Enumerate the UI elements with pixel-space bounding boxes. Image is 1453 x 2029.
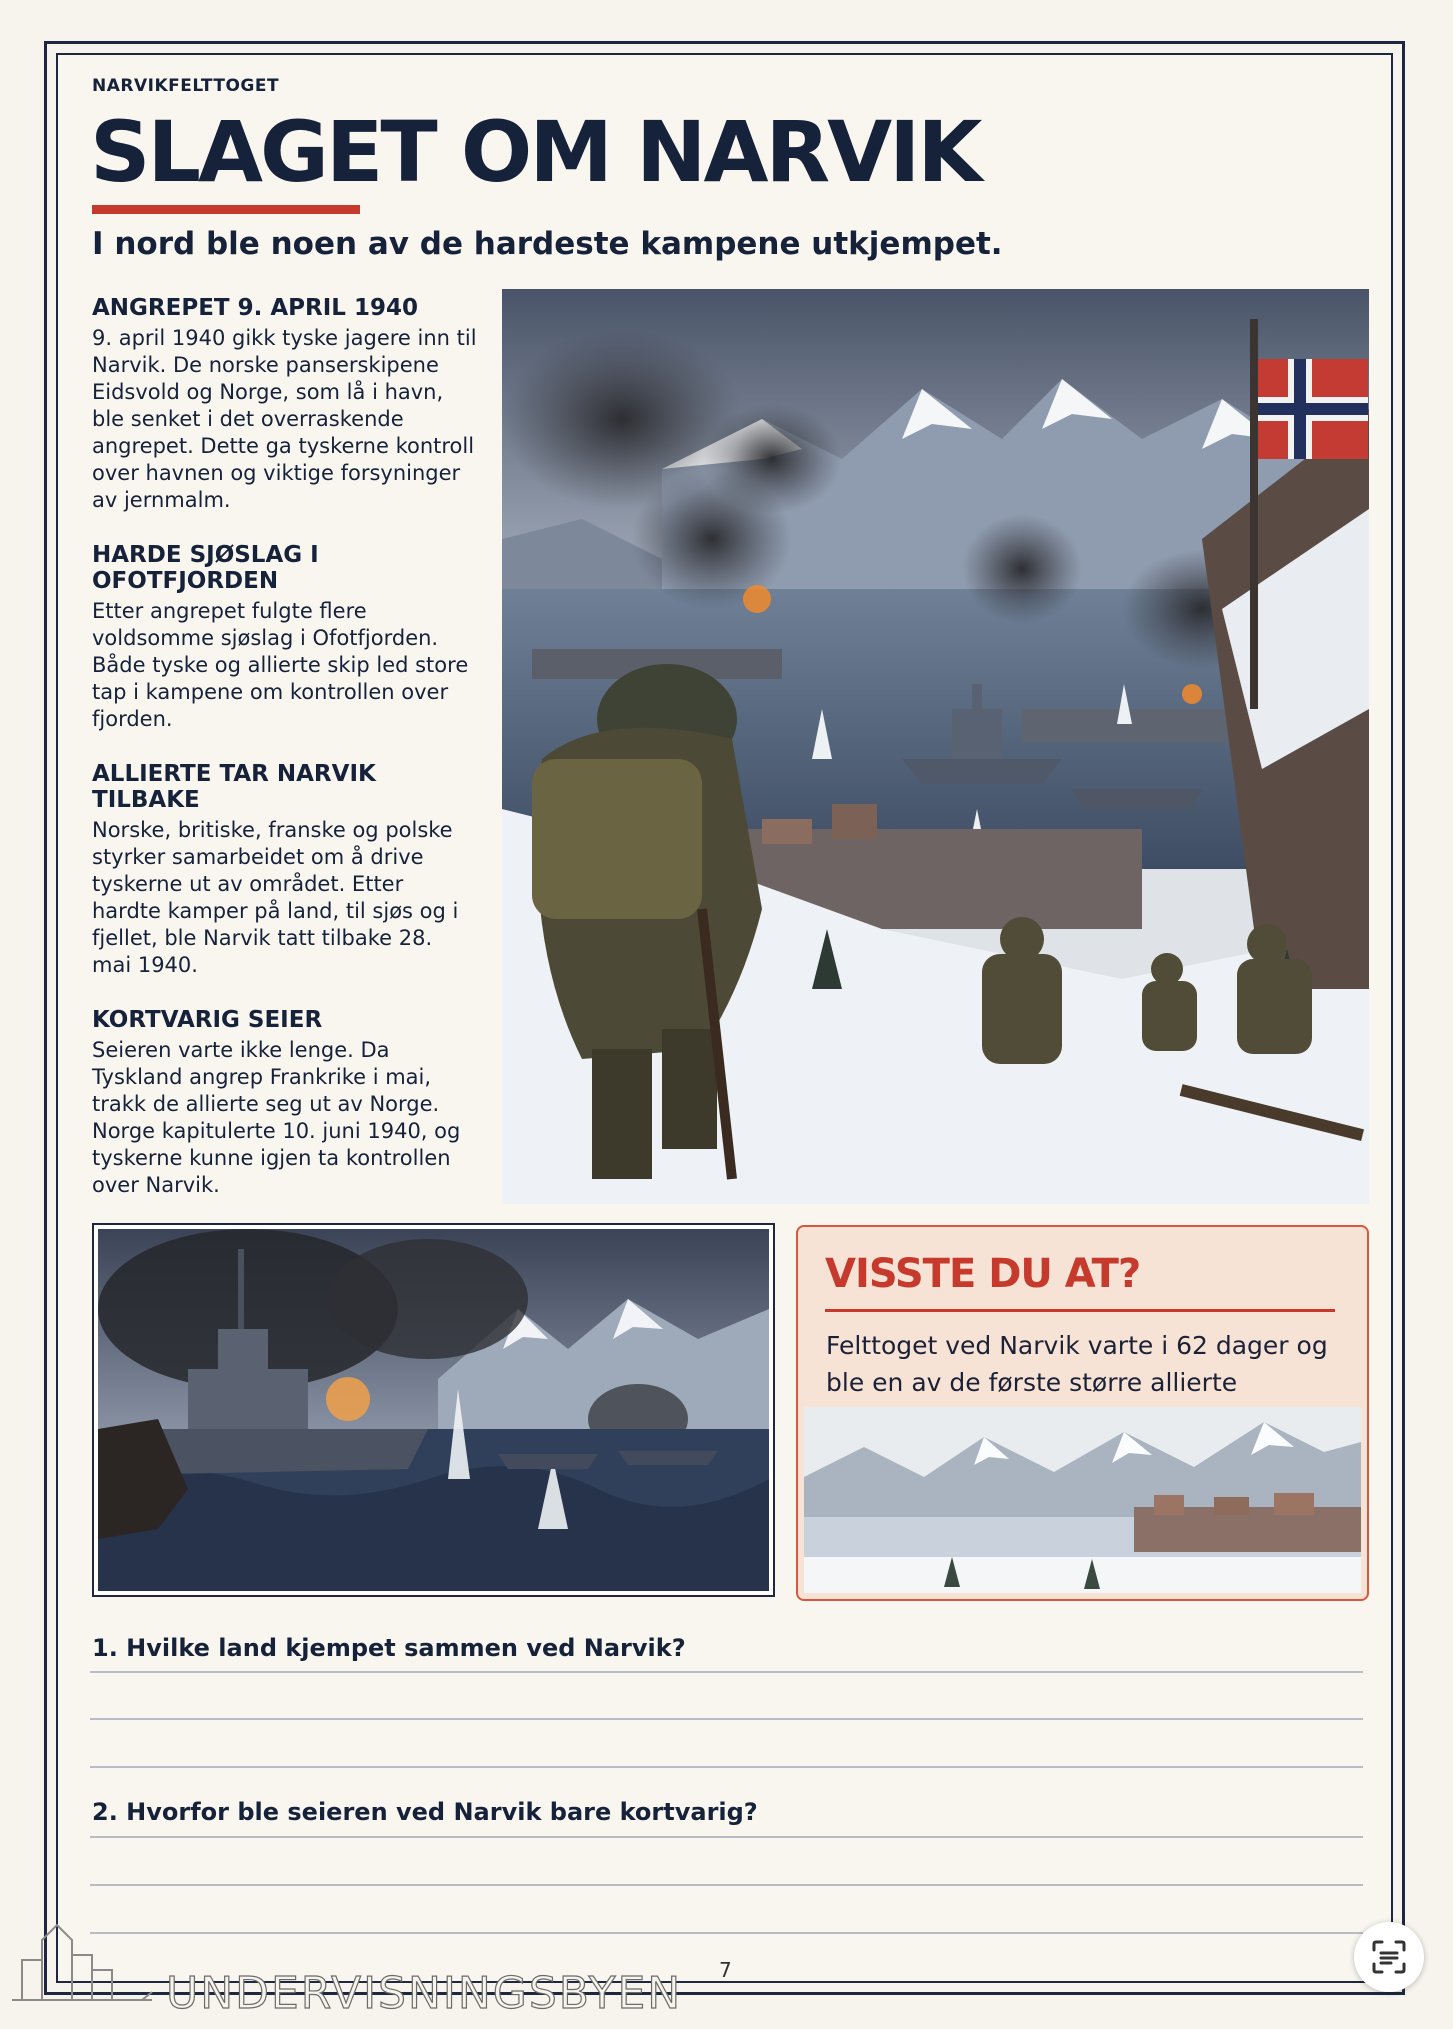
kicker: NARVIKFELTTOGET: [92, 76, 280, 96]
hero-illustration: [502, 289, 1369, 1204]
answer-line[interactable]: [90, 1671, 1363, 1673]
answer-line[interactable]: [90, 1836, 1363, 1838]
question-1: 1. Hvilke land kjempet sammen ved Narvik?: [92, 1634, 686, 1662]
text-scan-icon: [1354, 1922, 1424, 1992]
section-heading: KORTVARIG SEIER: [92, 1007, 323, 1033]
section-heading: ANGREPET 9. APRIL 1940: [92, 295, 418, 321]
section-heading: ALLIERTE TAR NARVIK TILBAKE: [92, 761, 376, 813]
section-body: 9. april 1940 gikk tyske jagere inn til Narvik. De norske panserskipene Eidsvold og Norge, som lå i havn, ble senket i det overraskende angrepet. Dette ga tyskerne kontroll over havnen og viktige forsyninger av jernmalm.: [92, 326, 477, 512]
text-scan-button[interactable]: [1354, 1922, 1424, 1992]
answer-line[interactable]: [90, 1718, 1363, 1720]
question-2: 2. Hvorfor ble seieren ved Narvik bare kortvarig?: [92, 1798, 758, 1826]
answer-line[interactable]: [90, 1884, 1363, 1886]
page-number: 7: [719, 1958, 732, 1982]
section-angrepet: [92, 295, 477, 514]
section-body: Seieren varte ikke lenge. Da Tyskland angrep Frankrike i mai, trakk de allierte seg ut av Norge. Norge kapitulerte 10. juni 1940, og tyskerne kunne igjen ta kontrollen over Narvik.: [92, 1038, 461, 1197]
section-sjoslag: [92, 542, 477, 733]
fact-box-rule: [825, 1309, 1335, 1312]
section-body: Etter angrepet fulgte flere voldsomme sjøslag i Ofotfjorden. Både tyske og allierte skip led store tap i kampene om kontrollen over fjorden.: [92, 599, 469, 731]
section-kortvarig-seier: [92, 1007, 477, 1199]
fact-box: [796, 1225, 1369, 1601]
page-subtitle: I nord ble noen av de hardeste kampene utkjempet.: [92, 226, 1003, 262]
fact-box-title: VISSTE DU AT?: [825, 1251, 1141, 1297]
answer-line[interactable]: [90, 1766, 1363, 1768]
city-building-logo-icon: [12, 1900, 162, 2014]
title-underline: [92, 205, 360, 214]
text-column: [92, 295, 477, 1227]
section-body: Norske, britiske, franske og polske styrker samarbeidet om å drive tyskerne ut av området. Etter hardte kamper på land, til sjøs og i fjellet, ble Narvik tatt tilbake 28. mai 1940.: [92, 818, 459, 977]
fact-box-text: Felttoget ved Narvik varte i 62 dager og ble en av de første større allierte: [826, 1331, 1328, 1397]
section-allierte: [92, 761, 477, 979]
naval-battle-image: [92, 1223, 775, 1597]
page-title: SLAGET OM NARVIK: [90, 103, 980, 201]
answer-line[interactable]: [90, 1932, 1363, 1934]
section-heading: HARDE SJØSLAG I OFOTFJORDEN: [92, 542, 319, 594]
narvik-landscape-image: [804, 1407, 1361, 1593]
footer-brand: UNDERVISNINGSBYEN: [166, 1968, 683, 2019]
